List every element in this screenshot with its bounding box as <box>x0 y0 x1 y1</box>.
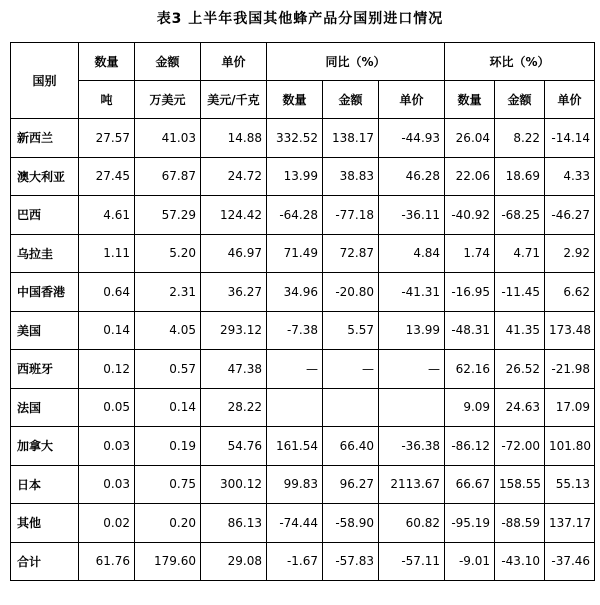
cell-mom-amt: 158.55 <box>495 465 545 504</box>
cell-mom-price: -14.14 <box>545 119 595 158</box>
cell-yoy-qty: 332.52 <box>267 119 323 158</box>
cell-mom-price: 137.17 <box>545 504 595 543</box>
cell-yoy-amt: -57.83 <box>323 542 379 581</box>
cell-yoy-amt: 96.27 <box>323 465 379 504</box>
cell-price: 124.42 <box>201 196 267 235</box>
cell-price: 28.22 <box>201 388 267 427</box>
cell-yoy-price: -57.11 <box>379 542 445 581</box>
header-row-2 <box>11 81 595 119</box>
cell-yoy-amt: — <box>323 350 379 389</box>
cell-yoy-qty: -74.44 <box>267 504 323 543</box>
header-country: 国别 <box>11 43 79 119</box>
cell-yoy-qty: -64.28 <box>267 196 323 235</box>
cell-qty: 0.14 <box>79 311 135 350</box>
table-row <box>11 273 595 312</box>
cell-qty: 4.61 <box>79 196 135 235</box>
cell-qty: 0.64 <box>79 273 135 312</box>
cell-mom-qty: 66.67 <box>445 465 495 504</box>
cell-price: 29.08 <box>201 542 267 581</box>
cell-yoy-price: 60.82 <box>379 504 445 543</box>
cell-yoy-price <box>379 388 445 427</box>
cell-qty: 0.02 <box>79 504 135 543</box>
cell-country: 美国 <box>11 311 79 350</box>
cell-yoy-amt: 138.17 <box>323 119 379 158</box>
table-row <box>11 119 595 158</box>
cell-mom-amt: -43.10 <box>495 542 545 581</box>
header-row-1 <box>11 43 595 81</box>
cell-country: 法国 <box>11 388 79 427</box>
cell-mom-qty: -9.01 <box>445 542 495 581</box>
cell-yoy-amt: 66.40 <box>323 427 379 466</box>
cell-mom-qty: 1.74 <box>445 234 495 273</box>
cell-price: 300.12 <box>201 465 267 504</box>
table-title: 表3 上半年我国其他蜂产品分国别进口情况 <box>156 11 444 27</box>
cell-mom-qty: 62.16 <box>445 350 495 389</box>
table-row <box>11 350 595 389</box>
cell-qty: 61.76 <box>79 542 135 581</box>
cell-qty: 0.12 <box>79 350 135 389</box>
cell-qty: 1.11 <box>79 234 135 273</box>
header-yoy-amt: 金额 <box>323 81 379 119</box>
cell-country: 中国香港 <box>11 273 79 312</box>
header-unit-amt: 万美元 <box>135 81 201 119</box>
cell-mom-amt: -88.59 <box>495 504 545 543</box>
cell-yoy-qty: 34.96 <box>267 273 323 312</box>
cell-mom-amt: -68.25 <box>495 196 545 235</box>
cell-mom-qty: -48.31 <box>445 311 495 350</box>
cell-mom-amt: 24.63 <box>495 388 545 427</box>
table-row <box>11 311 595 350</box>
cell-yoy-price: -41.31 <box>379 273 445 312</box>
header-mom-amt: 金额 <box>495 81 545 119</box>
header-mom-qty: 数量 <box>445 81 495 119</box>
cell-yoy-amt: 5.57 <box>323 311 379 350</box>
cell-price: 86.13 <box>201 504 267 543</box>
cell-yoy-qty: 99.83 <box>267 465 323 504</box>
cell-yoy-price: -36.11 <box>379 196 445 235</box>
table-row <box>11 427 595 466</box>
cell-country: 新西兰 <box>11 119 79 158</box>
cell-mom-qty: 22.06 <box>445 157 495 196</box>
cell-amt: 4.05 <box>135 311 201 350</box>
cell-yoy-qty <box>267 388 323 427</box>
cell-amt: 0.20 <box>135 504 201 543</box>
cell-mom-price: 173.48 <box>545 311 595 350</box>
cell-yoy-qty: 71.49 <box>267 234 323 273</box>
cell-yoy-price: -44.93 <box>379 119 445 158</box>
cell-country: 加拿大 <box>11 427 79 466</box>
cell-yoy-price: 4.84 <box>379 234 445 273</box>
cell-yoy-price: -36.38 <box>379 427 445 466</box>
cell-qty: 0.03 <box>79 427 135 466</box>
cell-qty: 27.57 <box>79 119 135 158</box>
cell-amt: 67.87 <box>135 157 201 196</box>
cell-yoy-price: 13.99 <box>379 311 445 350</box>
cell-mom-amt: 26.52 <box>495 350 545 389</box>
cell-mom-price: -46.27 <box>545 196 595 235</box>
table-row <box>11 196 595 235</box>
cell-qty: 27.45 <box>79 157 135 196</box>
header-yoy-price: 单价 <box>379 81 445 119</box>
cell-country: 乌拉圭 <box>11 234 79 273</box>
header-yoy-qty: 数量 <box>267 81 323 119</box>
cell-amt: 5.20 <box>135 234 201 273</box>
cell-price: 36.27 <box>201 273 267 312</box>
cell-price: 24.72 <box>201 157 267 196</box>
header-amt: 金额 <box>135 43 201 81</box>
cell-yoy-qty: 13.99 <box>267 157 323 196</box>
cell-yoy-qty: 161.54 <box>267 427 323 466</box>
cell-price: 47.38 <box>201 350 267 389</box>
cell-country: 其他 <box>11 504 79 543</box>
table-row <box>11 465 595 504</box>
cell-mom-price: 2.92 <box>545 234 595 273</box>
cell-qty: 0.05 <box>79 388 135 427</box>
cell-country: 日本 <box>11 465 79 504</box>
cell-price: 54.76 <box>201 427 267 466</box>
cell-mom-price: 6.62 <box>545 273 595 312</box>
import-table <box>10 42 595 581</box>
cell-mom-amt: -11.45 <box>495 273 545 312</box>
cell-mom-price: 4.33 <box>545 157 595 196</box>
cell-mom-amt: -72.00 <box>495 427 545 466</box>
cell-mom-qty: -40.92 <box>445 196 495 235</box>
cell-price: 14.88 <box>201 119 267 158</box>
cell-yoy-amt: 72.87 <box>323 234 379 273</box>
table-row <box>11 157 595 196</box>
cell-yoy-price: 46.28 <box>379 157 445 196</box>
cell-mom-amt: 8.22 <box>495 119 545 158</box>
cell-country: 西班牙 <box>11 350 79 389</box>
header-mom: 环比（%） <box>445 43 595 81</box>
table-row <box>11 234 595 273</box>
cell-mom-amt: 4.71 <box>495 234 545 273</box>
cell-mom-qty: -86.12 <box>445 427 495 466</box>
cell-price: 46.97 <box>201 234 267 273</box>
cell-country: 巴西 <box>11 196 79 235</box>
cell-amt: 0.14 <box>135 388 201 427</box>
cell-mom-price: -21.98 <box>545 350 595 389</box>
cell-mom-price: -37.46 <box>545 542 595 581</box>
cell-amt: 0.19 <box>135 427 201 466</box>
cell-qty: 0.03 <box>79 465 135 504</box>
cell-mom-price: 55.13 <box>545 465 595 504</box>
cell-yoy-qty: -1.67 <box>267 542 323 581</box>
header-mom-price: 单价 <box>545 81 595 119</box>
cell-yoy-amt: -77.18 <box>323 196 379 235</box>
cell-amt: 0.75 <box>135 465 201 504</box>
cell-mom-qty: 26.04 <box>445 119 495 158</box>
cell-mom-amt: 18.69 <box>495 157 545 196</box>
header-price: 单价 <box>201 43 267 81</box>
header-qty: 数量 <box>79 43 135 81</box>
cell-yoy-qty: -7.38 <box>267 311 323 350</box>
cell-yoy-price: 2113.67 <box>379 465 445 504</box>
cell-amt: 179.60 <box>135 542 201 581</box>
cell-amt: 41.03 <box>135 119 201 158</box>
cell-mom-qty: 9.09 <box>445 388 495 427</box>
cell-yoy-amt: -20.80 <box>323 273 379 312</box>
cell-country: 澳大利亚 <box>11 157 79 196</box>
header-unit-price: 美元/千克 <box>201 81 267 119</box>
cell-yoy-amt <box>323 388 379 427</box>
cell-amt: 2.31 <box>135 273 201 312</box>
cell-yoy-qty: — <box>267 350 323 389</box>
table-row <box>11 504 595 543</box>
cell-amt: 0.57 <box>135 350 201 389</box>
cell-yoy-amt: 38.83 <box>323 157 379 196</box>
table-body <box>11 119 595 581</box>
cell-mom-qty: -16.95 <box>445 273 495 312</box>
table-row <box>11 388 595 427</box>
header-unit-qty: 吨 <box>79 81 135 119</box>
cell-mom-price: 17.09 <box>545 388 595 427</box>
cell-country: 合计 <box>11 542 79 581</box>
cell-mom-amt: 41.35 <box>495 311 545 350</box>
cell-yoy-price: — <box>379 350 445 389</box>
cell-yoy-amt: -58.90 <box>323 504 379 543</box>
cell-mom-price: 101.80 <box>545 427 595 466</box>
cell-price: 293.12 <box>201 311 267 350</box>
cell-amt: 57.29 <box>135 196 201 235</box>
cell-mom-qty: -95.19 <box>445 504 495 543</box>
table-row <box>11 542 595 581</box>
header-yoy: 同比（%） <box>267 43 445 81</box>
